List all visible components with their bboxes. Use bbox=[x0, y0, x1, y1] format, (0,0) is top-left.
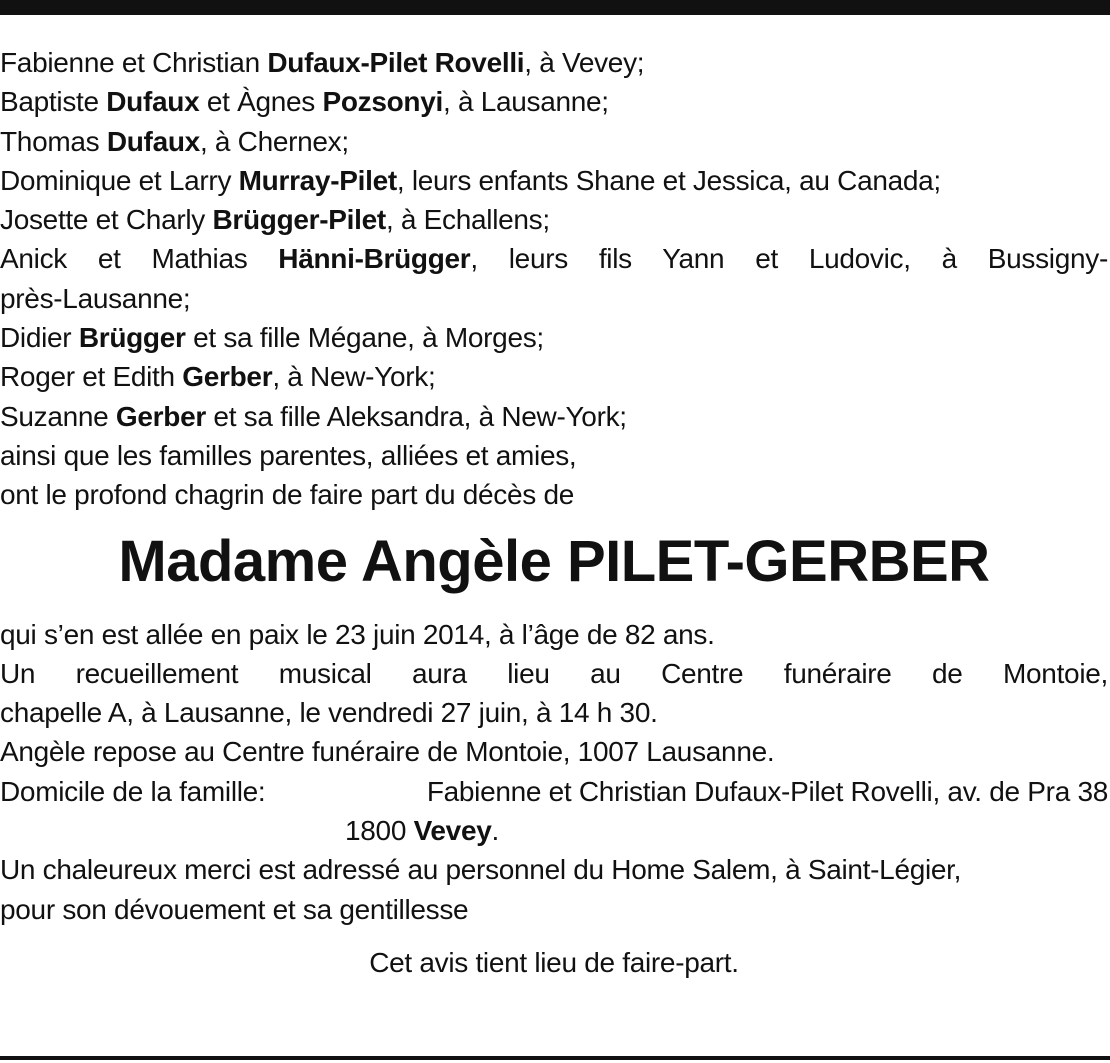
family-text: Dominique et Larry bbox=[0, 164, 239, 196]
family-surname: Murray-Pilet bbox=[238, 164, 397, 196]
domicile-address: Fabienne et Christian Dufaux-Pilet Rovelli, av. de Pra 38 bbox=[426, 775, 1108, 807]
thanks-line-2: pour son dévouement et sa gentillesse bbox=[0, 893, 469, 925]
closing-note: Cet avis tient lieu de faire-part. bbox=[369, 946, 739, 978]
bottom-rule bbox=[0, 1056, 1110, 1060]
family-surname: Brügger bbox=[78, 322, 186, 354]
family-text: Suzanne bbox=[0, 400, 116, 432]
family-surname: Gerber bbox=[115, 400, 206, 432]
family-text: Fabienne et Christian bbox=[0, 47, 268, 78]
family-line bbox=[0, 239, 1108, 278]
family-line bbox=[0, 318, 1108, 357]
family-surname: Dufaux-Pilet Rovelli bbox=[267, 47, 525, 78]
family-surname: Brügger-Pilet bbox=[212, 204, 386, 236]
domicile-city-line bbox=[0, 811, 1108, 850]
family-text: , leurs enfants Shane et Jessica, au Canada; bbox=[396, 164, 941, 196]
family-text: , à Lausanne; bbox=[442, 86, 609, 118]
city-punctuation: . bbox=[491, 815, 499, 847]
postal-code: 1800 bbox=[345, 815, 414, 847]
family-text: ainsi que les familles parentes, alliées et amies, bbox=[0, 439, 577, 471]
top-rule bbox=[0, 0, 1110, 15]
repose-location: Angèle repose au Centre funéraire de Montoie, 1007 Lausanne. bbox=[0, 736, 775, 768]
family-line bbox=[0, 122, 1108, 161]
ceremony-line-2: chapelle A, à Lausanne, le vendredi 27 juin, à 14 h 30. bbox=[0, 697, 658, 729]
family-surname: Gerber bbox=[182, 361, 273, 393]
family-text: Josette et Charly bbox=[0, 204, 213, 236]
family-line bbox=[0, 200, 1108, 239]
family-line bbox=[0, 357, 1108, 396]
family-surname: Hänni-Brügger bbox=[278, 243, 471, 275]
family-list bbox=[0, 43, 1108, 515]
death-notice bbox=[0, 43, 1108, 982]
family-text: , leurs fils Yann et Ludovic, à Bussigny- bbox=[470, 243, 1108, 275]
family-surname: Pozsonyi bbox=[322, 86, 443, 118]
family-line bbox=[0, 279, 1108, 318]
family-text: , à Echallens; bbox=[385, 204, 550, 236]
ceremony-line-1: Un recueillement musical aura lieu au Centre funéraire de Montoie, bbox=[0, 657, 1108, 689]
family-line bbox=[0, 475, 1108, 514]
family-text: , à Chernex; bbox=[199, 125, 349, 157]
family-text: et sa fille Mégane, à Morges; bbox=[185, 322, 544, 354]
family-surname: Dufaux bbox=[106, 125, 200, 157]
passing-details: qui s’en est allée en paix le 23 juin 2014, à l’âge de 82 ans. bbox=[0, 618, 715, 650]
family-surname: Dufaux bbox=[106, 86, 200, 118]
family-line bbox=[0, 436, 1108, 475]
family-line bbox=[0, 82, 1108, 121]
family-line bbox=[0, 43, 1108, 82]
domicile-city: Vevey bbox=[413, 815, 492, 847]
family-domicile bbox=[0, 772, 1108, 811]
thanks-line-1: Un chaleureux merci est adressé au personnel du Home Salem, à Saint-Légier, bbox=[0, 854, 962, 886]
family-line bbox=[0, 161, 1108, 200]
family-text: , à Vevey; bbox=[524, 47, 645, 78]
family-text: , à New-York; bbox=[272, 361, 436, 393]
family-text: Didier bbox=[0, 322, 79, 354]
family-text: et sa fille Aleksandra, à New-York; bbox=[205, 400, 627, 432]
family-text: près-Lausanne; bbox=[0, 282, 191, 314]
family-text: Thomas bbox=[0, 125, 107, 157]
family-text: Anick et Mathias bbox=[0, 243, 279, 275]
deceased-name: Madame Angèle PILET-GERBER bbox=[118, 528, 990, 594]
family-line bbox=[0, 397, 1108, 436]
family-text: et Àgnes bbox=[199, 86, 323, 118]
domicile-label: Domicile de la famille: bbox=[0, 775, 266, 807]
family-text: Roger et Edith bbox=[0, 361, 183, 393]
family-text: ont le profond chagrin de faire part du décès de bbox=[0, 479, 574, 511]
family-text: Baptiste bbox=[0, 86, 107, 118]
